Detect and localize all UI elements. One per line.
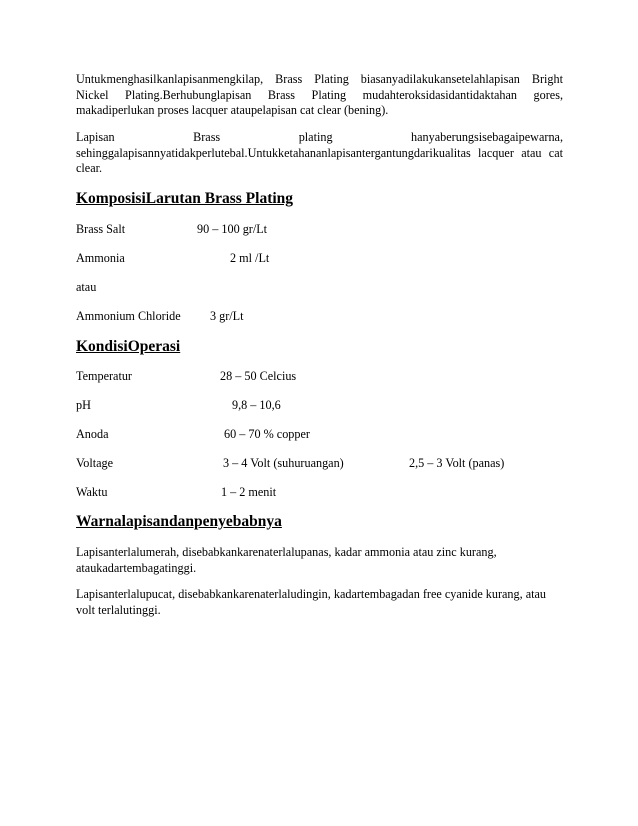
parameter-value: 1 – 2 menit	[221, 485, 277, 499]
parameter-value: 60 – 70 % copper	[224, 427, 310, 441]
komposisi-row	[76, 251, 563, 266]
kondisi-row	[76, 427, 563, 442]
ingredient-name: Brass Salt	[76, 222, 126, 236]
paragraph-line: sehinggalapisannyatidakperlutebal.Untukketahananlapisantergantungdarikualitas lacquer atau cat	[76, 145, 563, 160]
paragraph-line: volt terlalutinggi.	[76, 602, 161, 617]
ingredient-value: 90 – 100 gr/Lt	[197, 222, 268, 236]
intro-paragraph	[76, 72, 563, 119]
ingredient-value: 2 ml /Lt	[230, 251, 270, 265]
brass-plating-paragraph	[76, 130, 563, 177]
paragraph-line: makadiperlukan proses lacquer ataupelapisan cat clear (bening).	[76, 103, 389, 117]
paragraph-line: Lapisanterlalupucat, disebabkankarenaterlaludingin, kadartembagadan free cyanide kurang, atau	[76, 587, 547, 601]
komposisi-heading: KomposisiLarutan Brass Plating	[76, 190, 294, 207]
kondisi-row	[76, 398, 563, 413]
parameter-name: pH	[76, 398, 91, 412]
ingredient-name: atau	[76, 280, 97, 294]
parameter-name: Voltage	[76, 456, 114, 470]
kondisi-heading: KondisiOperasi	[76, 338, 181, 355]
ingredient-name: Ammonia	[76, 251, 125, 265]
komposisi-row	[76, 222, 563, 237]
pale-coating-paragraph	[76, 587, 563, 618]
parameter-name: Temperatur	[76, 369, 132, 383]
parameter-name: Anoda	[76, 427, 109, 441]
komposisi-row	[76, 280, 563, 295]
paragraph-line: Nickel Plating.Berhubunglapisan Brass Plating mudahteroksidasidantidaktahan gores,	[76, 87, 563, 102]
paragraph-line: Untukmenghasilkanlapisanmengkilap, Brass Plating biasanyadilakukansetelahlapisan Bright	[76, 72, 563, 86]
kondisi-row	[76, 485, 563, 500]
paragraph-line: clear.	[76, 161, 103, 175]
ingredient-name: Ammonium Chloride	[76, 309, 181, 323]
paragraph-line: Lapisanterlalumerah, disebabkankarenaterlalupanas, kadar ammonia atau zinc kurang,	[76, 545, 497, 559]
parameter-extra-value: 2,5 – 3 Volt (panas)	[409, 456, 505, 470]
paragraph-line: ataukadartembagatinggi.	[76, 560, 197, 575]
parameter-value: 3 – 4 Volt (suhuruangan)	[223, 456, 344, 470]
komposisi-row	[76, 309, 563, 324]
parameter-name: Waktu	[76, 485, 108, 499]
red-coating-paragraph	[76, 545, 563, 576]
kondisi-row	[76, 456, 563, 471]
parameter-value: 9,8 – 10,6	[232, 398, 281, 412]
ingredient-value: 3 gr/Lt	[210, 309, 244, 323]
warna-heading: Warnalapisandanpenyebabnya	[76, 513, 282, 530]
paragraph-line: Lapisan Brass plating hanyaberungsisebagaipewarna,	[76, 130, 563, 144]
parameter-value: 28 – 50 Celcius	[220, 369, 297, 383]
kondisi-row	[76, 369, 563, 384]
